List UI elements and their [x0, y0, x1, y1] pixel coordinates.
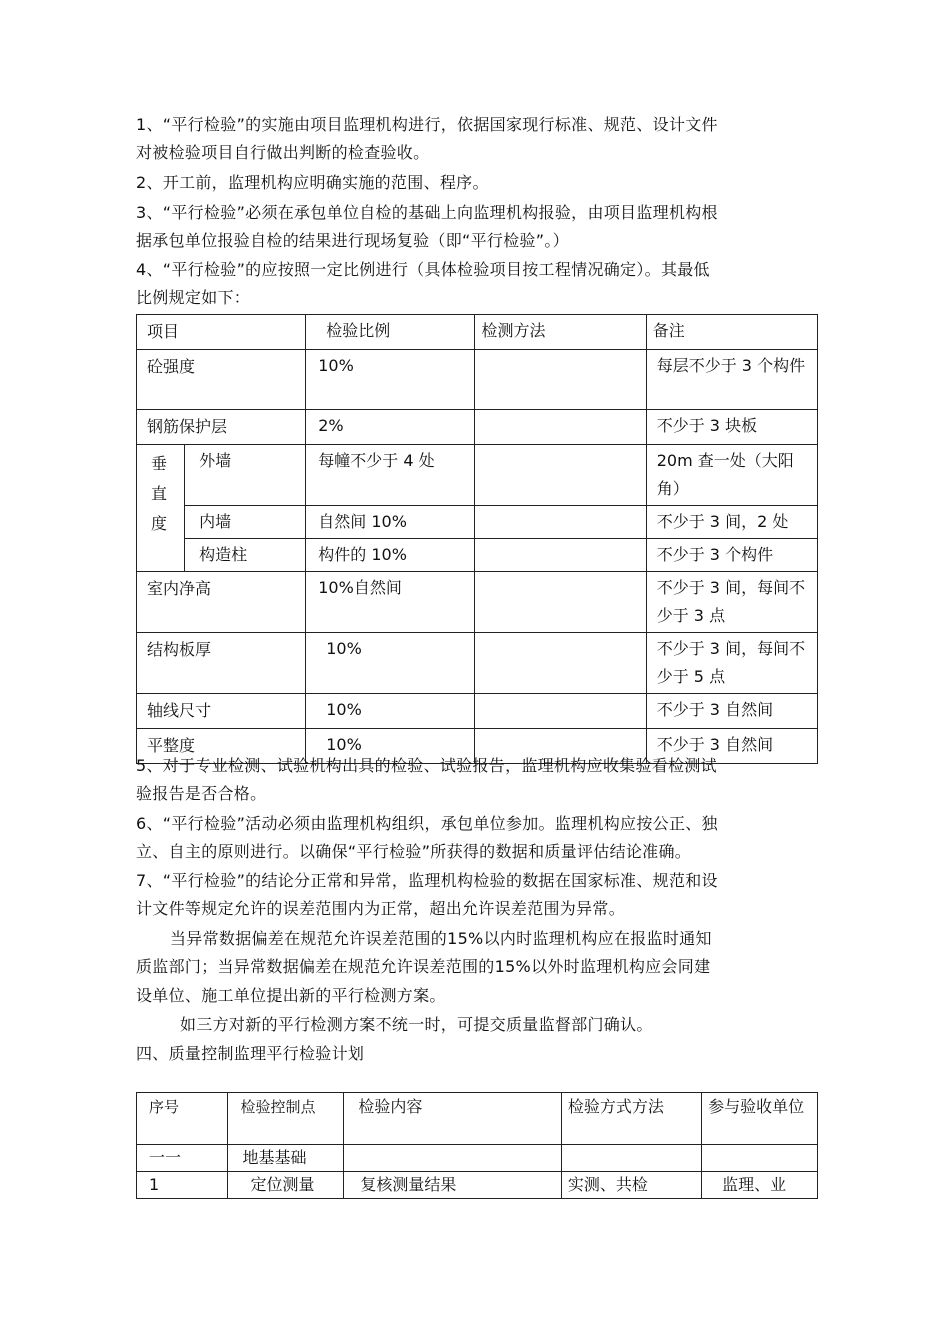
- cell-note: 不少于 3 自然间: [646, 729, 817, 764]
- cell-content: 复核测量结果: [344, 1172, 562, 1199]
- paragraph-4-line-1: 4、“平行检验”的应按照一定比例进行（具体检验项目按工程情况确定）。其最低: [136, 260, 710, 279]
- cell-item: 构造柱: [185, 539, 306, 572]
- header-ratio: 检验比例: [306, 315, 475, 350]
- cell-vertical-group: 垂直度: [137, 445, 185, 572]
- cell-item: 内墙: [185, 506, 306, 539]
- paragraph-6-line-2: 立、自主的原则进行。以确保“平行检验”所获得的数据和质量评估结论准确。: [136, 842, 692, 861]
- cell-method: [475, 539, 646, 572]
- paragraph-8-line-1: 当异常数据偏差在规范允许误差范围的15%以内时监理机构应在报监时通知: [170, 929, 712, 948]
- cell-item: 平整度: [137, 729, 306, 764]
- paragraph-4-line-2: 比例规定如下：: [136, 288, 251, 307]
- cell-method: [475, 445, 646, 506]
- table-row: [137, 1145, 818, 1172]
- cell-ratio: 2%: [306, 410, 475, 445]
- cell-ratio: 10%自然间: [306, 572, 475, 633]
- cell-method: 实测、共检: [561, 1172, 701, 1199]
- inspection-ratio-table: [136, 314, 818, 764]
- cell-item: 外墙: [185, 445, 306, 506]
- cell-control-point: 地基基础: [228, 1145, 344, 1172]
- cell-note: 不少于 3 自然间: [646, 694, 817, 729]
- cell-item: 结构板厚: [137, 633, 306, 694]
- cell-note: 不少于 3 块板: [646, 410, 817, 445]
- paragraph-2: 2、开工前，监理机构应明确实施的范围、程序。: [136, 173, 489, 192]
- table-header-row: [137, 315, 818, 350]
- paragraph-8-line-2: 质监部门；当异常数据偏差在规范允许误差范围的15%以外时监理机构应会同建: [136, 957, 711, 976]
- cell-method: [475, 506, 646, 539]
- cell-ratio: 10%: [306, 633, 475, 694]
- cell-note: 每层不少于 3 个构件: [646, 350, 817, 410]
- header-method: 检测方法: [475, 315, 646, 350]
- cell-method: [475, 350, 646, 410]
- cell-item: 室内净高: [137, 572, 306, 633]
- paragraph-8-line-3: 设单位、施工单位提出新的平行检测方案。: [136, 986, 446, 1005]
- table-row: [137, 694, 818, 729]
- cell-ratio: 构件的 10%: [306, 539, 475, 572]
- cell-ratio: 10%: [306, 694, 475, 729]
- cell-units: [702, 1145, 818, 1172]
- cell-note: 不少于 3 个构件: [646, 539, 817, 572]
- table-row: [137, 572, 818, 633]
- cell-method: [475, 410, 646, 445]
- header-number: 序号: [137, 1093, 228, 1145]
- section-heading-4: 四、质量控制监理平行检验计划: [136, 1044, 365, 1063]
- cell-method: [475, 572, 646, 633]
- cell-ratio: 10%: [306, 350, 475, 410]
- cell-item: 轴线尺寸: [137, 694, 306, 729]
- paragraph-6-line-1: 6、“平行检验”活动必须由监理机构组织，承包单位参加。监理机构应按公正、独: [136, 814, 718, 833]
- table-row: [137, 350, 818, 410]
- cell-ratio: 自然间 10%: [306, 506, 475, 539]
- table-row: [137, 410, 818, 445]
- cell-units: 监理、业: [702, 1172, 818, 1199]
- paragraph-5-line-1: 5、对于专业检测、试验机构出具的检验、试验报告，监理机构应收集验看检测试: [136, 756, 717, 775]
- cell-method: [475, 694, 646, 729]
- cell-note: 20m 查一处（大阳角）: [646, 445, 817, 506]
- table-row: [137, 633, 818, 694]
- paragraph-9: 如三方对新的平行检测方案不统一时，可提交质量监督部门确认。: [180, 1015, 653, 1034]
- inspection-plan-table: [136, 1092, 818, 1199]
- table-header-row: [137, 1093, 818, 1145]
- cell-number: 1: [137, 1172, 228, 1199]
- cell-method: [475, 633, 646, 694]
- cell-note: 不少于 3 间，每间不少于 5 点: [646, 633, 817, 694]
- cell-ratio: 10%: [306, 729, 475, 764]
- header-method: 检验方式方法: [561, 1093, 701, 1145]
- cell-control-point: 定位测量: [228, 1172, 344, 1199]
- cell-number: 一一: [137, 1145, 228, 1172]
- cell-content: [344, 1145, 562, 1172]
- paragraph-1-line-1: 1、“平行检验”的实施由项目监理机构进行，依据国家现行标准、规范、设计文件: [136, 115, 718, 134]
- table-row: [137, 506, 818, 539]
- header-content: 检验内容: [344, 1093, 562, 1145]
- table-row: [137, 1172, 818, 1199]
- table-row: [137, 539, 818, 572]
- cell-item: 砼强度: [137, 350, 306, 410]
- header-note: 备注: [646, 315, 817, 350]
- paragraph-1-line-2: 对被检验项目自行做出判断的检查验收。: [136, 143, 430, 162]
- paragraph-5-line-2: 验报告是否合格。: [136, 784, 267, 803]
- paragraph-3-line-2: 据承包单位报验自检的结果进行现场复验（即“平行检验”。）: [136, 231, 569, 250]
- header-units: 参与验收单位: [702, 1093, 818, 1145]
- paragraph-7-line-2: 计文件等规定允许的误差范围内为正常，超出允许误差范围为异常。: [136, 899, 626, 918]
- table-row: [137, 445, 818, 506]
- cell-note: 不少于 3 间，每间不少于 3 点: [646, 572, 817, 633]
- paragraph-7-line-1: 7、“平行检验”的结论分正常和异常，监理机构检验的数据在国家标准、规范和设: [136, 871, 718, 890]
- cell-method: [561, 1145, 701, 1172]
- cell-note: 不少于 3 间，2 处: [646, 506, 817, 539]
- header-control-point: 检验控制点: [228, 1093, 344, 1145]
- header-item: 项目: [137, 315, 306, 350]
- paragraph-3-line-1: 3、“平行检验”必须在承包单位自检的基础上向监理机构报验，由项目监理机构根: [136, 203, 718, 222]
- cell-item: 钢筋保护层: [137, 410, 306, 445]
- cell-ratio: 每幢不少于 4 处: [306, 445, 475, 506]
